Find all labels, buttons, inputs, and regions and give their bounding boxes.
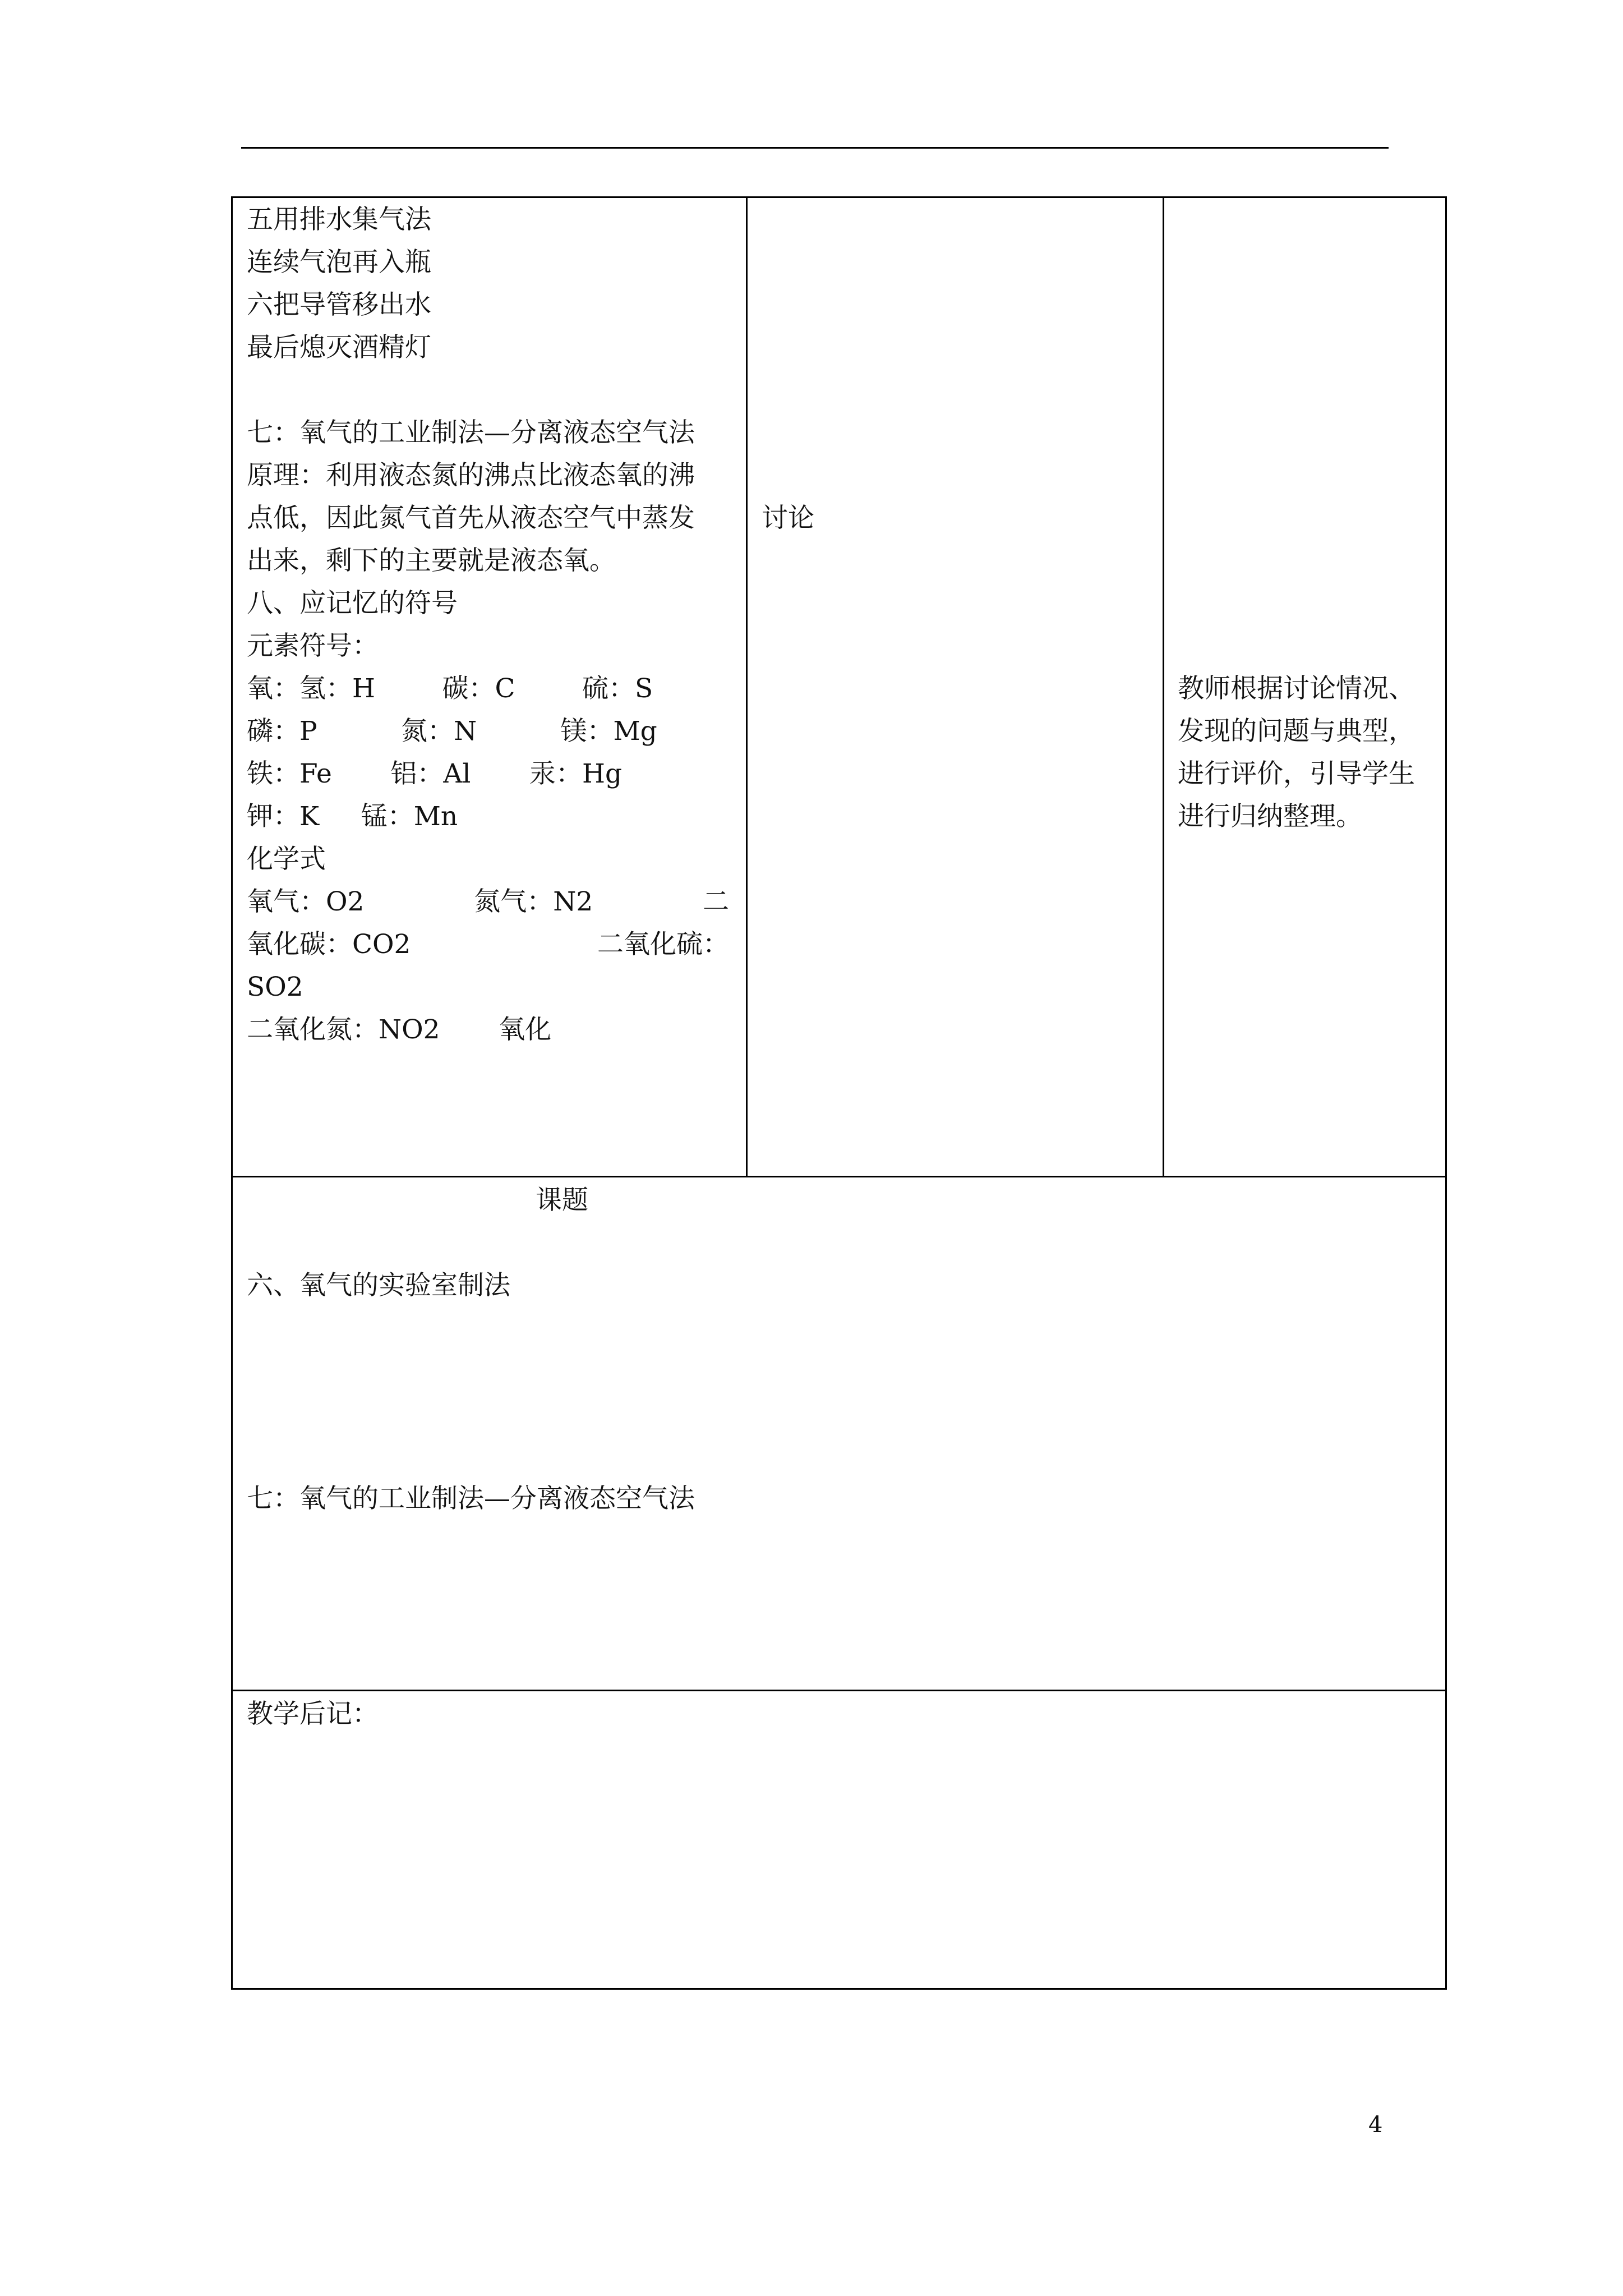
element-symbol-row: 铁：Fe 铝：Al 汞：Hg	[247, 758, 623, 789]
formula-oxygen: 氧气：O2	[247, 886, 365, 917]
step-line: 连续气泡再入瓶	[247, 247, 431, 278]
teaching-notes-label: 教学后记：	[247, 1699, 379, 1729]
teacher-line: 进行归纳整理。	[1178, 801, 1362, 832]
element-symbol-row: 氧：氢：H 碳：C 硫：S	[247, 673, 653, 704]
table-row2-bottom-border	[231, 1690, 1447, 1691]
formula-nitrogen: 氮气：N2	[474, 886, 593, 917]
teacher-line: 进行评价，引导学生	[1178, 758, 1415, 789]
content-line: 出来，剩下的主要就是液态氧。	[247, 545, 616, 576]
board-title: 课题	[536, 1185, 588, 1216]
formula-row: 二氧化氮：NO2 氧化	[247, 1014, 552, 1045]
table-row1-bottom-border	[231, 1176, 1447, 1177]
step-line: 五用排水集气法	[247, 204, 431, 235]
step-line: 六把导管移出水	[247, 289, 431, 320]
formula-row	[247, 923, 729, 966]
table-right-border	[1445, 196, 1447, 1990]
experiment-steps	[247, 199, 431, 369]
formula-sulfur-dioxide: 二氧化硫：	[597, 929, 729, 960]
element-symbol-row: 磷：P 氮：N 镁：Mg	[247, 716, 657, 747]
teacher-line: 教师根据讨论情况、	[1178, 673, 1415, 704]
column-divider-2	[1163, 196, 1164, 1177]
student-activity: 讨论	[762, 503, 814, 533]
table-left-border	[231, 196, 233, 1990]
formula-wrap: 二	[703, 886, 729, 917]
step-line: 最后熄灭酒精灯	[247, 332, 431, 363]
section-heading: 八、应记忆的符号	[247, 588, 458, 619]
formula-so2: SO2	[247, 972, 303, 1002]
board-section-6: 六、氧气的实验室制法	[247, 1270, 510, 1301]
content-line: 七：氧气的工业制法—分离液态空气法	[247, 417, 695, 448]
formula-row	[247, 881, 729, 923]
page-number: 4	[1368, 2112, 1383, 2138]
content-line: 化学式	[247, 844, 326, 875]
table-top-border	[231, 196, 1447, 198]
column-divider-1	[746, 196, 748, 1177]
content-line: 点低，因此氮气首先从液态空气中蒸发	[247, 503, 695, 533]
teacher-line: 发现的问题与典型，	[1178, 716, 1415, 747]
content-line: 元素符号：	[247, 631, 379, 661]
content-line: 原理：利用液态氮的沸点比液态氧的沸	[247, 460, 695, 491]
board-section-7: 七：氧气的工业制法—分离液态空气法	[247, 1483, 695, 1514]
table-bottom-border	[231, 1988, 1447, 1990]
header-rule	[241, 147, 1389, 149]
formula-carbon-dioxide: 氧化碳：CO2	[247, 929, 411, 960]
element-symbol-row: 钾：K 锰：Mn	[247, 801, 458, 832]
teacher-activity	[1178, 668, 1415, 838]
industrial-method-and-symbols	[247, 412, 695, 881]
